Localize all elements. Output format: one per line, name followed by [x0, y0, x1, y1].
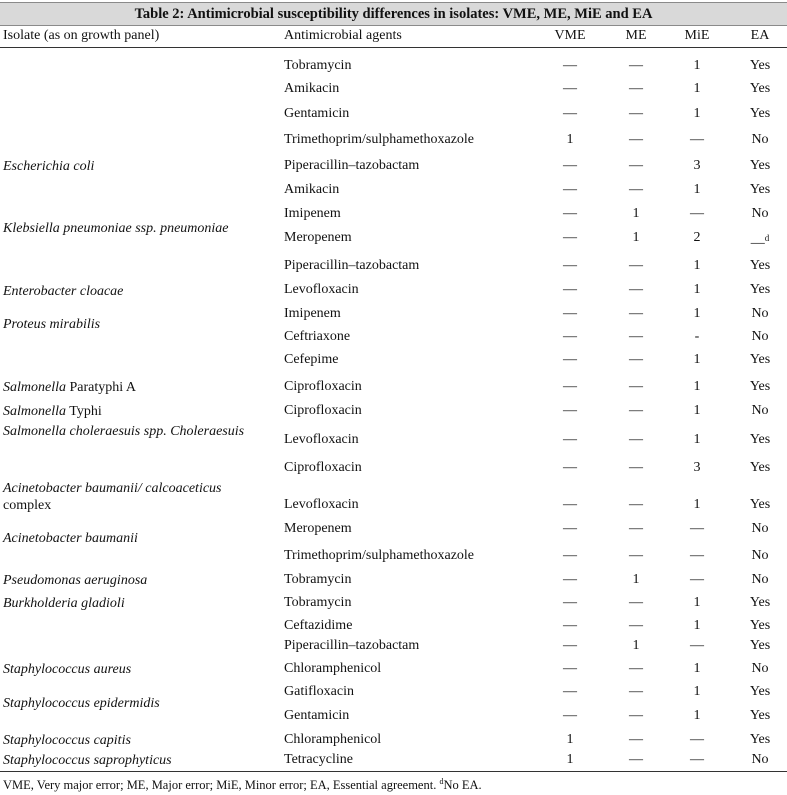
isolate-suffix: Paratyphi A [66, 380, 136, 395]
mie-cell: 1 [693, 106, 701, 121]
agent-cell: Levofloxacin [284, 497, 359, 512]
vme-cell: — [563, 460, 577, 475]
ea-cell: Yes [749, 81, 771, 96]
table-row [0, 306, 787, 324]
mie-cell: — [690, 752, 704, 767]
table-title: Table 2: Antimicrobial susceptibility differences in isolates: VME, ME, MiE and EA [0, 2, 787, 26]
mie-cell: 1 [693, 81, 701, 96]
ea-cell: Yes [749, 618, 771, 633]
mie-cell: 1 [693, 379, 701, 394]
vme-cell: — [563, 638, 577, 653]
ea-cell: Yes [749, 595, 771, 610]
ea-cell: Yes [749, 58, 771, 73]
agent-cell: Tetracycline [284, 752, 353, 767]
table-footnote [3, 777, 482, 793]
table-row [0, 182, 787, 200]
isolate-name: Salmonella [3, 404, 66, 419]
ea-cell: Yes [749, 379, 771, 394]
agent-cell: Piperacillin–tazobactam [284, 158, 420, 173]
ea-cell: —$^d$ [750, 233, 770, 251]
mie-cell: — [690, 548, 704, 563]
vme-cell: — [563, 182, 577, 197]
vme-cell: — [563, 282, 577, 297]
agent-cell: Amikacin [284, 182, 340, 197]
ea-cell: No [751, 206, 769, 221]
me-cell: — [629, 403, 643, 418]
ea-cell: No [751, 403, 769, 418]
header-vme: VME [554, 28, 586, 43]
vme-cell: 1 [566, 752, 574, 767]
me-cell: — [629, 81, 643, 96]
table-row [0, 708, 787, 726]
ea-cell: Yes [749, 497, 771, 512]
ea-cell: Yes [749, 460, 771, 475]
mie-cell: 1 [693, 258, 701, 273]
agent-cell: Piperacillin–tazobactam [284, 258, 420, 273]
me-cell: — [629, 432, 643, 447]
table-row [0, 572, 787, 590]
vme-cell: — [563, 618, 577, 633]
mie-cell: 1 [693, 352, 701, 367]
agent-cell: Ceftriaxone [284, 329, 351, 344]
agent-cell: Imipenem [284, 306, 341, 321]
isolate-name: Proteus mirabilis [3, 317, 101, 332]
vme-cell: — [563, 230, 577, 245]
table-row [0, 752, 787, 770]
ea-cell: No [751, 329, 769, 344]
ea-cell: Yes [749, 182, 771, 197]
footnote-mark: d [764, 233, 770, 243]
ea-cell: No [751, 521, 769, 536]
vme-cell: — [563, 684, 577, 699]
table-row [0, 548, 787, 566]
me-cell: — [629, 460, 643, 475]
isolate-name: Staphylococcus aureus [3, 662, 132, 677]
footnote-text: VME, Very major error; ME, Major error; MiE, Minor error; EA, Essential agreement. [3, 778, 440, 793]
table-row [0, 638, 787, 656]
me-cell: 1 [632, 206, 640, 221]
ea-cell: Yes [749, 158, 771, 173]
agent-cell: Levofloxacin [284, 432, 359, 447]
mie-cell: 3 [693, 158, 701, 173]
ea-cell: Yes [749, 106, 771, 121]
vme-cell: 1 [566, 132, 574, 147]
ea-cell: No [751, 306, 769, 321]
vme-cell: — [563, 708, 577, 723]
table-row [0, 497, 787, 515]
mie-cell: 1 [693, 306, 701, 321]
table-row [0, 106, 787, 124]
me-cell: — [629, 548, 643, 563]
mie-cell: 1 [693, 403, 701, 418]
table-row [0, 732, 787, 750]
me-cell: — [629, 58, 643, 73]
table-row [0, 58, 787, 76]
isolate-name: Salmonella choleraesuis spp. Choleraesuis [3, 424, 245, 439]
agent-cell: Gatifloxacin [284, 684, 354, 699]
vme-cell: — [563, 661, 577, 676]
vme-cell: — [563, 158, 577, 173]
ea-cell: No [751, 132, 769, 147]
header-isolate: Isolate (as on growth panel) [3, 28, 160, 43]
ea-cell: No [751, 661, 769, 676]
mie-cell: 1 [693, 432, 701, 447]
table-bottom-rule [0, 771, 787, 772]
me-cell: — [629, 521, 643, 536]
mie-cell: — [690, 206, 704, 221]
isolate-suffix: complex [3, 498, 52, 513]
ea-cell: No [751, 752, 769, 767]
vme-cell: — [563, 58, 577, 73]
mie-cell: 1 [693, 182, 701, 197]
vme-cell: — [563, 306, 577, 321]
vme-cell: 1 [566, 732, 574, 747]
mie-cell: — [690, 521, 704, 536]
vme-cell: — [563, 521, 577, 536]
header-agent: Antimicrobial agents [284, 28, 402, 43]
header-mie: MiE [684, 28, 710, 43]
mie-cell: — [690, 638, 704, 653]
agent-cell: Tobramycin [284, 58, 352, 73]
me-cell: — [629, 182, 643, 197]
isolate-suffix: Typhi [66, 404, 102, 419]
me-cell: — [629, 282, 643, 297]
header-me: ME [625, 28, 647, 43]
table-row [0, 521, 787, 539]
ea-cell: Yes [749, 282, 771, 297]
mie-cell: 1 [693, 58, 701, 73]
ea-cell: No [751, 548, 769, 563]
me-cell: 1 [632, 638, 640, 653]
ea-cell: Yes [749, 684, 771, 699]
mie-cell: 1 [693, 661, 701, 676]
agent-cell: Amikacin [284, 81, 340, 96]
ea-cell: No [751, 572, 769, 587]
header-ea: EA [750, 28, 770, 43]
table-row [0, 230, 787, 251]
ea-cell: Yes [749, 732, 771, 747]
me-cell: — [629, 132, 643, 147]
me-cell: — [629, 158, 643, 173]
isolate-name: Klebsiella pneumoniae ssp. pneumoniae [3, 221, 229, 236]
me-cell: — [629, 752, 643, 767]
vme-cell: — [563, 595, 577, 610]
table-row [0, 352, 787, 370]
me-cell: — [629, 684, 643, 699]
vme-cell: — [563, 548, 577, 563]
agent-cell: Gentamicin [284, 106, 350, 121]
me-cell: — [629, 497, 643, 512]
table-row [0, 206, 787, 224]
mie-cell: 1 [693, 595, 701, 610]
vme-cell: — [563, 379, 577, 394]
me-cell: 1 [632, 230, 640, 245]
agent-cell: Ciprofloxacin [284, 379, 362, 394]
mie-cell: 1 [693, 708, 701, 723]
isolate-name: Enterobacter cloacae [3, 284, 124, 299]
agent-cell: Ciprofloxacin [284, 403, 362, 418]
isolate-name: Staphylococcus capitis [3, 733, 131, 748]
me-cell: — [629, 306, 643, 321]
mie-cell: 2 [693, 230, 701, 245]
isolate-label [3, 480, 222, 497]
vme-cell: — [563, 106, 577, 121]
me-cell: — [629, 595, 643, 610]
table-row [0, 258, 787, 276]
table-row [0, 81, 787, 99]
table-row [0, 379, 787, 397]
mie-cell: — [690, 732, 704, 747]
vme-cell: — [563, 497, 577, 512]
ea-cell: Yes [749, 258, 771, 273]
footnote-mark-text: No EA. [443, 778, 482, 793]
me-cell: — [629, 708, 643, 723]
table-header-row [0, 25, 787, 48]
agent-cell: Gentamicin [284, 708, 350, 723]
table-row [0, 403, 787, 421]
footnote-mark: d [439, 777, 444, 786]
isolate-name: Staphylococcus epidermidis [3, 696, 160, 711]
table-row [0, 595, 787, 613]
me-cell: — [629, 661, 643, 676]
agent-cell: Meropenem [284, 521, 352, 536]
table-row [0, 684, 787, 702]
isolate-name: Pseudomonas aeruginosa [3, 573, 148, 588]
mie-cell: - [694, 329, 700, 344]
agent-cell: Levofloxacin [284, 282, 359, 297]
agent-cell: Tobramycin [284, 572, 352, 587]
isolate-name: Burkholderia gladioli [3, 596, 125, 611]
isolate-name: Acinetobacter baumanii/ calcoaceticus [3, 481, 222, 496]
isolate-name: Salmonella [3, 380, 66, 395]
vme-cell: — [563, 403, 577, 418]
vme-cell: — [563, 329, 577, 344]
table-row [0, 432, 787, 450]
agent-cell: Chloramphenicol [284, 661, 382, 676]
ea-cell: Yes [749, 352, 771, 367]
me-cell: — [629, 329, 643, 344]
ea-cell: Yes [749, 432, 771, 447]
table-row [0, 618, 787, 636]
agent-cell: Ceftazidime [284, 618, 353, 633]
agent-cell: Imipenem [284, 206, 341, 221]
me-cell: — [629, 352, 643, 367]
mie-cell: 1 [693, 618, 701, 633]
agent-cell: Chloramphenicol [284, 732, 382, 747]
agent-cell: Meropenem [284, 230, 352, 245]
agent-cell: Ciprofloxacin [284, 460, 362, 475]
isolate-name: Escherichia coli [3, 159, 95, 174]
vme-cell: — [563, 432, 577, 447]
mie-cell: 1 [693, 497, 701, 512]
table-row [0, 132, 787, 150]
me-cell: — [629, 106, 643, 121]
agent-cell: Trimethoprim/sulphamethoxazole [284, 548, 475, 563]
agent-cell: Trimethoprim/sulphamethoxazole [284, 132, 475, 147]
vme-cell: — [563, 206, 577, 221]
table-row [0, 661, 787, 679]
isolate-name: Staphylococcus saprophyticus [3, 753, 172, 768]
table-row [0, 329, 787, 347]
agent-cell: Tobramycin [284, 595, 352, 610]
mie-cell: — [690, 132, 704, 147]
table-row [0, 282, 787, 300]
me-cell: — [629, 379, 643, 394]
agent-cell: Piperacillin–tazobactam [284, 638, 420, 653]
table-row [0, 460, 787, 478]
ea-cell: Yes [749, 708, 771, 723]
mie-cell: 1 [693, 282, 701, 297]
me-cell: — [629, 732, 643, 747]
vme-cell: — [563, 258, 577, 273]
vme-cell: — [563, 352, 577, 367]
table-row [0, 158, 787, 176]
mie-cell: — [690, 572, 704, 587]
vme-cell: — [563, 81, 577, 96]
vme-cell: — [563, 572, 577, 587]
ea-cell: Yes [749, 638, 771, 653]
mie-cell: 3 [693, 460, 701, 475]
me-cell: — [629, 258, 643, 273]
mie-cell: 1 [693, 684, 701, 699]
me-cell: 1 [632, 572, 640, 587]
agent-cell: Cefepime [284, 352, 339, 367]
me-cell: — [629, 618, 643, 633]
isolate-name: Acinetobacter baumanii [3, 531, 138, 546]
